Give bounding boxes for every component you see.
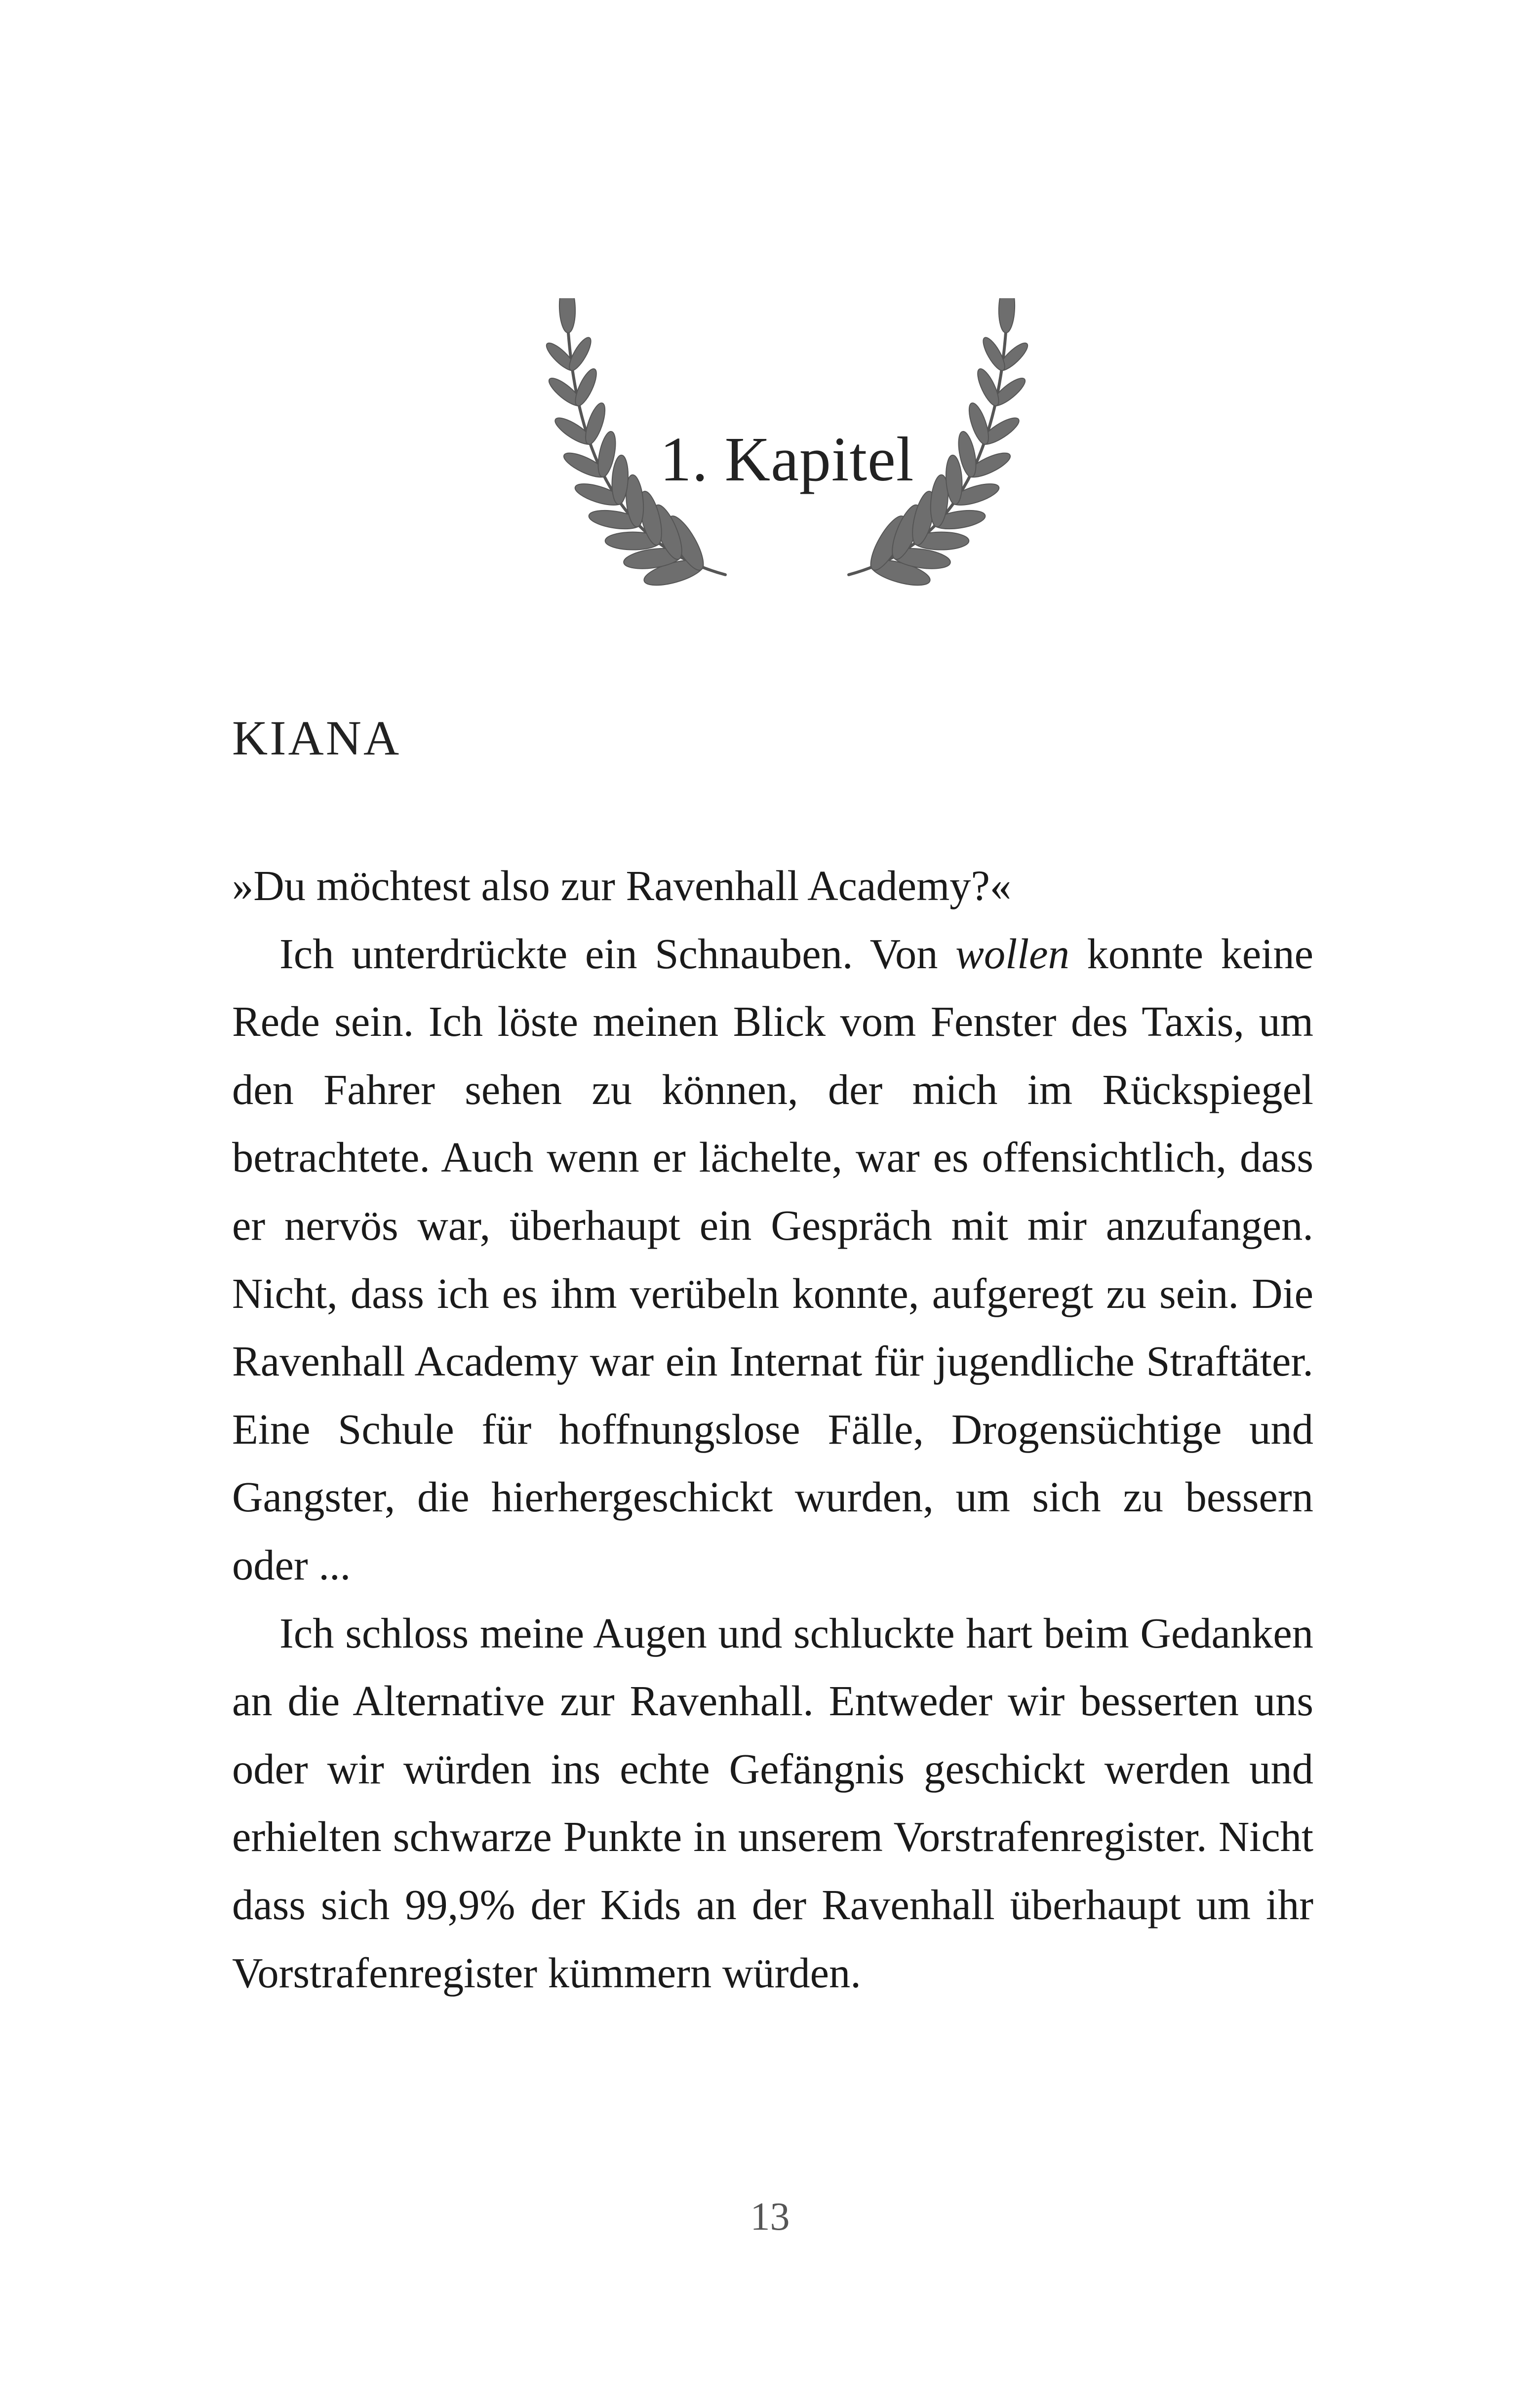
paragraph-text: »Du möchtest also zur Ravenhall Academy?«	[232, 862, 1012, 909]
paragraph-text: konnte keine Rede sein. Ich löste meinen Blick vom Fenster des Taxis, um den Fahrer sehen zu können, der mich im Rückspiegel betrachtete. Auch wenn er lächelte, war es offensichtlich, dass er nervös war, überhaupt ein Gespräch mit mir anzufangen. Nicht, dass ich es ihm verübeln konnte, aufgeregt zu sein. Die Ravenhall Academy war ein Internat für jugendliche Straftäter. Eine Schule für hoffnungslose Fälle, Drogensüchtige und Gangster, die hierhergeschickt wurden, um sich zu bessern oder ...	[232, 930, 1313, 1589]
chapter-title: 1. Kapitel	[660, 424, 914, 494]
chapter-body-text	[232, 852, 1313, 2007]
paragraph-text: Ich unterdrückte ein Schnauben. Von	[279, 930, 956, 978]
body-paragraph	[232, 852, 1313, 920]
laurel-leaf	[558, 298, 576, 333]
laurel-leaf	[998, 298, 1015, 333]
emphasis-text: wollen	[955, 930, 1069, 978]
paragraph-text: Ich schloss meine Augen und schluckte hart beim Gedanken an die Alternative zur Ravenhall. Entweder wir besserten uns oder wir würden ins echte Gefängnis geschickt werden und erhielten schwarze Punkte in unserem Vorstrafenregister. Nicht dass sich 99,9% der Kids an der Ravenhall überhaupt um ihr Vorstrafenregister kümmern würden.	[232, 1609, 1313, 1997]
body-paragraph	[232, 1600, 1313, 2008]
body-paragraph	[232, 920, 1313, 1600]
pov-character-name: KIANA	[232, 710, 401, 765]
page-number: 13	[750, 2195, 790, 2239]
